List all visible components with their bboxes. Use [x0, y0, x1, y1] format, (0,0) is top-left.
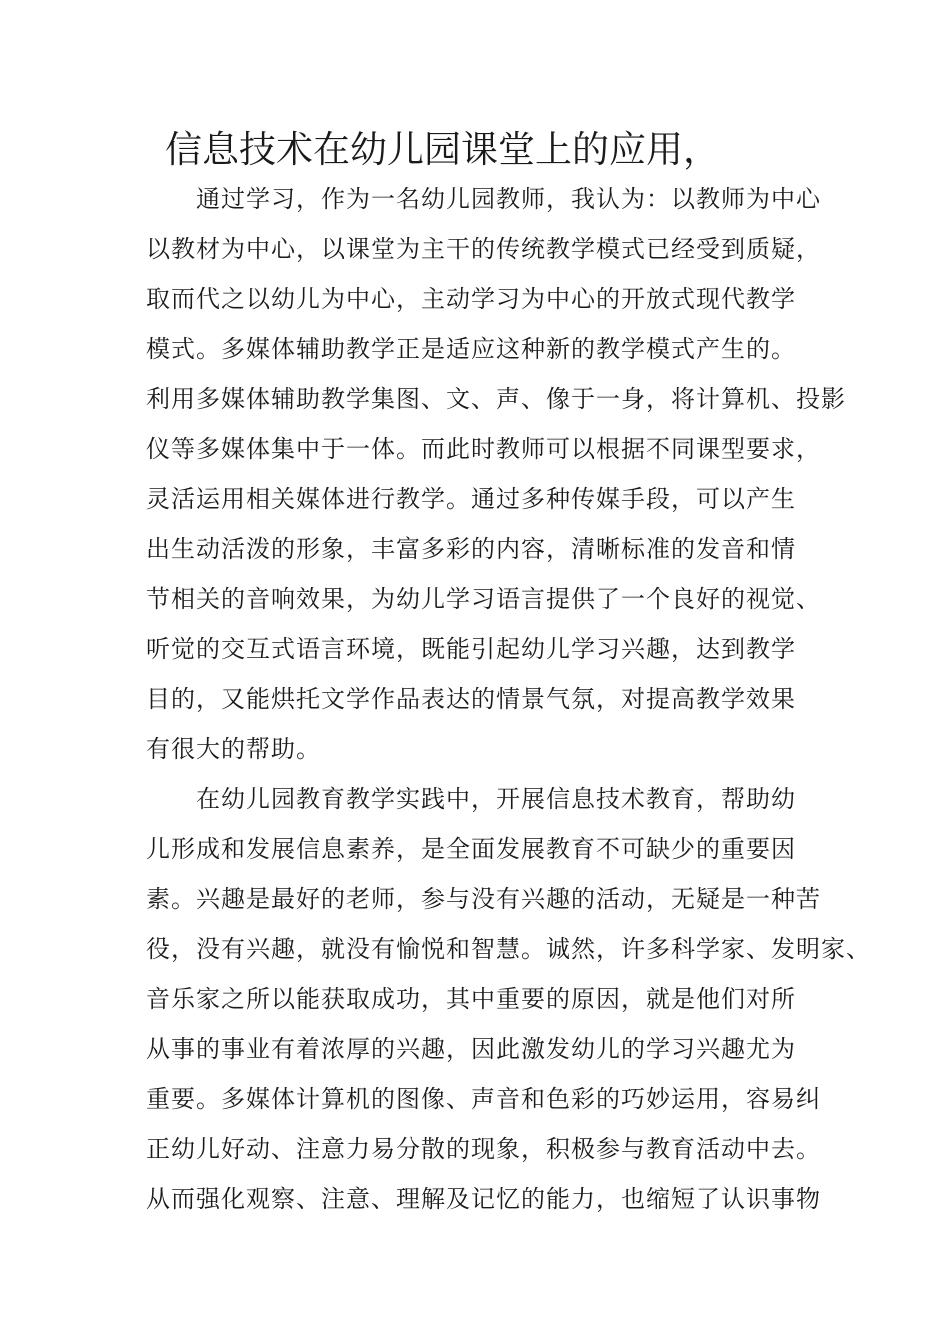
- paragraph-1-line-4: 模式。多媒体辅助教学正是适应这种新的教学模式产生的。: [146, 335, 796, 363]
- document-title: 信息技术在幼儿园课堂上的应用，: [165, 128, 720, 171]
- paragraph-1-line-10: 听觉的交互式语言环境，既能引起幼儿学习兴趣，达到教学: [146, 635, 796, 663]
- paragraph-1-line-2: 以教材为中心，以课堂为主干的传统教学模式已经受到质疑，: [146, 235, 821, 263]
- paragraph-1-line-3: 取而代之以幼儿为中心，主动学习为中心的开放式现代教学: [146, 285, 796, 313]
- paragraph-2-line-9: 从而强化观察、注意、理解及记忆的能力，也缩短了认识事物: [146, 1185, 821, 1213]
- paragraph-1-line-1: 通过学习，作为一名幼儿园教师，我认为：以教师为中心: [196, 185, 821, 213]
- paragraph-2-line-3: 素。兴趣是最好的老师，参与没有兴趣的活动，无疑是一种苦: [146, 885, 821, 913]
- paragraph-1-line-9: 节相关的音响效果，为幼儿学习语言提供了一个良好的视觉、: [146, 585, 821, 613]
- paragraph-2-line-1: 在幼儿园教育教学实践中，开展信息技术教育，帮助幼: [196, 785, 796, 813]
- paragraph-1-line-5: 利用多媒体辅助教学集图、文、声、像于一身，将计算机、投影: [146, 385, 846, 413]
- paragraph-1-line-7: 灵活运用相关媒体进行教学。通过多种传媒手段，可以产生: [146, 485, 796, 513]
- paragraph-1-line-6: 仪等多媒体集中于一体。而此时教师可以根据不同课型要求，: [146, 435, 821, 463]
- paragraph-1-line-12: 有很大的帮助。: [146, 735, 321, 763]
- paragraph-1-line-11: 目的，又能烘托文学作品表达的情景气氛，对提高教学效果: [146, 685, 796, 713]
- paragraph-2-line-8: 正幼儿好动、注意力易分散的现象，积极参与教育活动中去。: [146, 1135, 821, 1163]
- paragraph-1-line-8: 出生动活泼的形象，丰富多彩的内容，清晰标准的发音和情: [146, 535, 796, 563]
- paragraph-2-line-6: 从事的事业有着浓厚的兴趣，因此激发幼儿的学习兴趣尤为: [146, 1035, 796, 1063]
- paragraph-2-line-2: 儿形成和发展信息素养，是全面发展教育不可缺少的重要因: [146, 835, 796, 863]
- paragraph-2-line-4: 役，没有兴趣，就没有愉悦和智慧。诚然，许多科学家、发明家、: [146, 935, 871, 963]
- paragraph-2-line-7: 重要。多媒体计算机的图像、声音和色彩的巧妙运用，容易纠: [146, 1085, 821, 1113]
- paragraph-2-line-5: 音乐家之所以能获取成功，其中重要的原因，就是他们对所: [146, 985, 796, 1013]
